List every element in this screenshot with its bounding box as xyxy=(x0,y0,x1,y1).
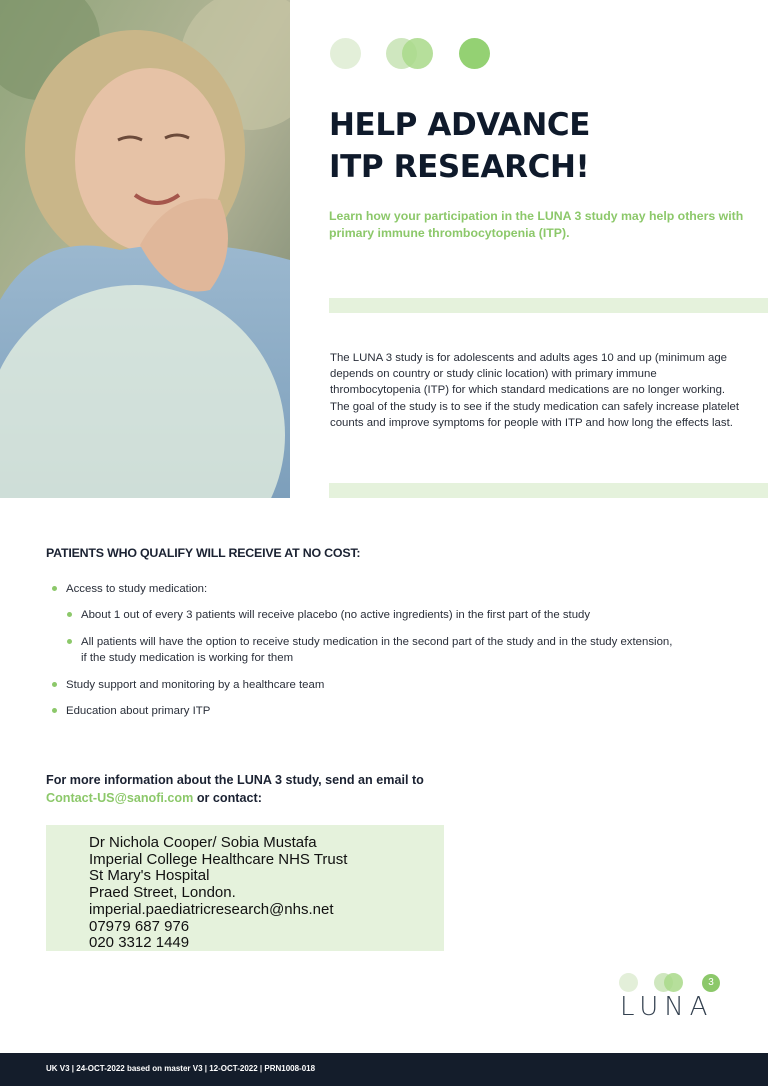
logo-wordmark: LUNA xyxy=(620,992,714,1022)
contact-phone-1[interactable]: 07979 687 976 xyxy=(89,917,190,935)
list-item-text: Education about primary ITP xyxy=(66,705,211,717)
list-item xyxy=(66,703,210,719)
contact-address: Praed Street, London. xyxy=(89,884,236,902)
decor-circle-1 xyxy=(330,38,361,69)
contact-org: Imperial College Healthcare NHS Trust xyxy=(89,850,348,868)
list-item-text: About 1 out of every 3 patients will receive placebo (no active ingredients) in the first part of the study xyxy=(81,609,591,621)
subtitle: Learn how your participation in the LUNA 3 study may help others with primary immune thrombocytopenia (ITP). xyxy=(329,209,744,240)
list-item-text: Access to study medication: xyxy=(66,583,208,595)
contact-box xyxy=(46,825,444,951)
title-line-1: HELP ADVANCE xyxy=(329,107,591,143)
bullet-icon xyxy=(67,612,72,617)
contact-email-link[interactable]: Contact-US@sanofi.com xyxy=(46,791,194,805)
bullet-icon xyxy=(67,639,72,644)
list-item-text: Study support and monitoring by a healthcare team xyxy=(66,679,325,691)
list-item xyxy=(81,607,701,623)
logo-circle-3 xyxy=(664,973,683,992)
logo-circle-1 xyxy=(619,973,638,992)
contact-email[interactable]: imperial.paediatricresearch@nhs.net xyxy=(89,900,334,918)
list-item xyxy=(66,581,207,597)
bullet-icon xyxy=(52,708,57,713)
footer xyxy=(0,1053,768,1086)
logo-badge: 3 xyxy=(702,974,720,992)
decor-circle-4 xyxy=(459,38,490,69)
bullet-icon xyxy=(52,682,57,687)
contact-intro-text: For more information about the LUNA 3 study, send an email to xyxy=(46,773,424,787)
intro-paragraph: The LUNA 3 study is for adolescents and adults ages 10 and up (minimum age depends on country or study clinic location) with primary immune thrombocytopenia (ITP) for which standard medications are no longer working. The goal of the study is to see if the study medication can safely increase platelet counts and improve symptoms for people with ITP and how long the effects last. xyxy=(330,352,740,429)
contact-intro xyxy=(46,771,506,807)
benefits-heading: PATIENTS WHO QUALIFY WILL RECEIVE AT NO COST: xyxy=(46,546,361,560)
footer-text: UK V3 | 24-OCT-2022 based on master V3 | 12-OCT-2022 | PRN1008-018 xyxy=(46,1064,316,1073)
list-item-text: All patients will have the option to receive study medication in the second part of the study and in the study extension, if the study medication is working for them xyxy=(81,636,673,664)
divider-band-top xyxy=(329,298,768,313)
divider-band-bottom xyxy=(329,483,768,498)
contact-name: Dr Nichola Cooper/ Sobia Mustafa xyxy=(89,834,317,851)
decor-circle-3 xyxy=(402,38,433,69)
contact-lines xyxy=(89,835,347,952)
page-title xyxy=(329,104,749,188)
smiling-woman-photo-icon xyxy=(0,0,290,498)
title-line-2: ITP RESEARCH! xyxy=(329,149,590,185)
list-item xyxy=(81,634,681,666)
list-item xyxy=(66,677,324,693)
contact-intro-suffix: or contact: xyxy=(193,791,262,805)
bullet-icon xyxy=(52,586,57,591)
contact-hospital: St Mary's Hospital xyxy=(89,867,210,885)
hero-photo xyxy=(0,0,290,498)
contact-phone-2[interactable]: 020 3312 1449 xyxy=(89,934,190,952)
